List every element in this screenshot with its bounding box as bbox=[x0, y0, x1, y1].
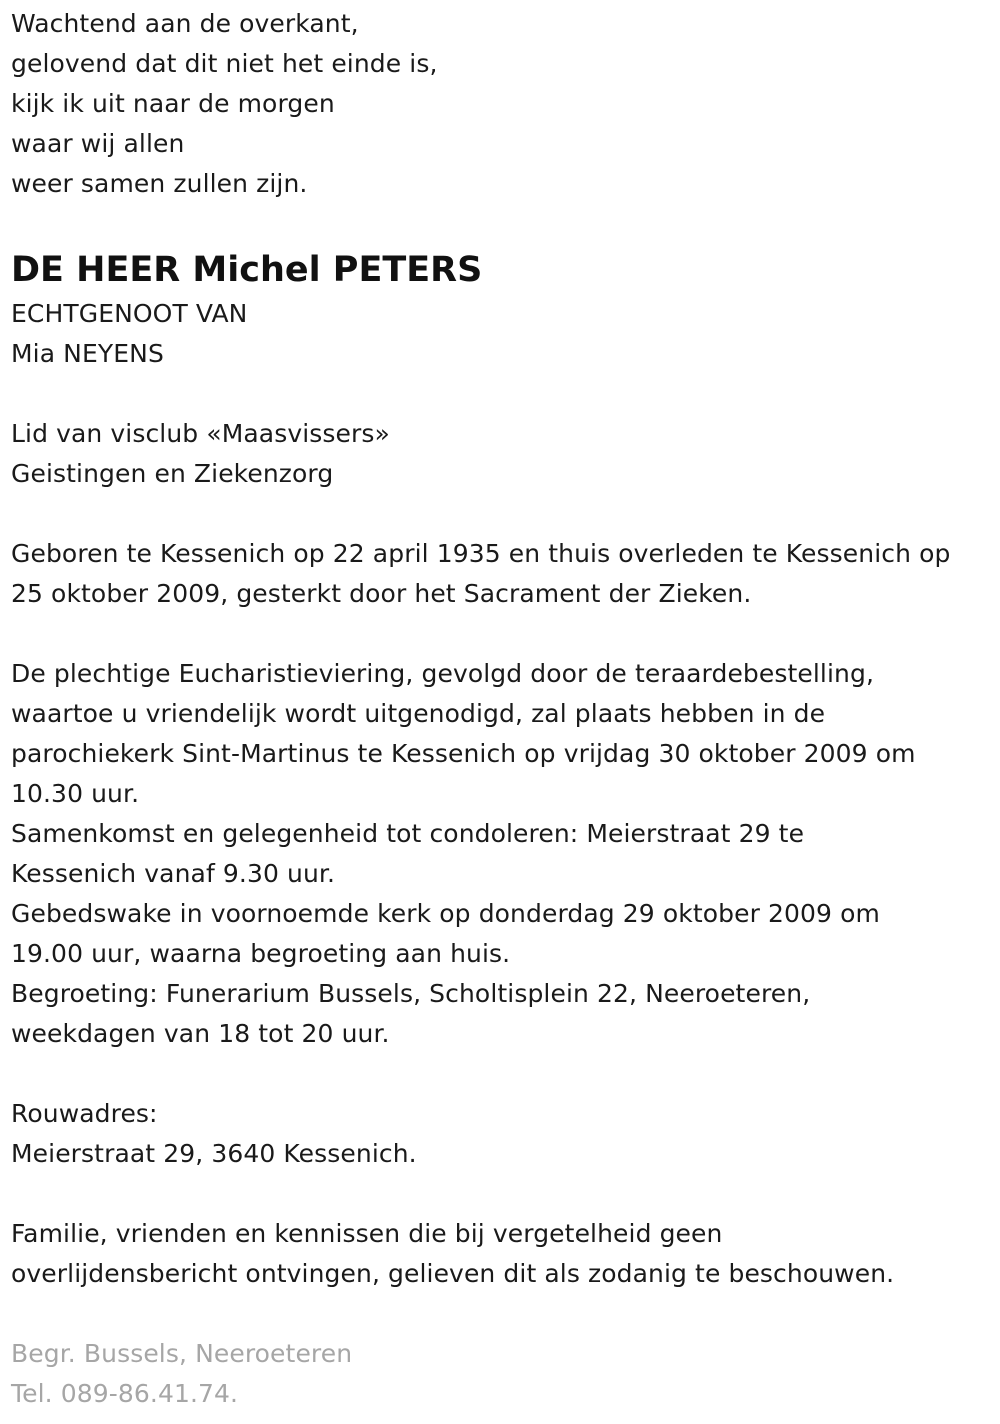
memberships bbox=[11, 414, 996, 494]
obituary-notice bbox=[11, 4, 996, 1414]
address-label: Rouwadres: bbox=[11, 1099, 158, 1128]
undertaker-phone: Tel. 089-86.41.74. bbox=[11, 1379, 239, 1408]
address-value: Meierstraat 29, 3640 Kessenich. bbox=[11, 1139, 417, 1168]
ceremony-paragraph bbox=[11, 654, 996, 1054]
paragraph-line: 10.30 uur. bbox=[11, 779, 140, 808]
paragraph-line: 25 oktober 2009, gesterkt door het Sacrament der Zieken. bbox=[11, 579, 752, 608]
poem-line: weer samen zullen zijn. bbox=[11, 169, 308, 198]
paragraph-line: waartoe u vriendelijk wordt uitgenodigd, zal plaats hebben in de bbox=[11, 699, 826, 728]
paragraph-line: weekdagen van 18 tot 20 uur. bbox=[11, 1019, 390, 1048]
poem bbox=[11, 4, 996, 204]
paragraph-line: Familie, vrienden en kennissen die bij vergetelheid geen bbox=[11, 1219, 723, 1248]
paragraph-line: Begroeting: Funerarium Bussels, Scholtisplein 22, Neeroeteren, bbox=[11, 979, 811, 1008]
paragraph-line: Gebedswake in voornoemde kerk op donderdag 29 oktober 2009 om bbox=[11, 899, 880, 928]
paragraph-line: parochiekerk Sint-Martinus te Kessenich op vrijdag 30 oktober 2009 om bbox=[11, 739, 916, 768]
birth-death-paragraph bbox=[11, 534, 996, 614]
paragraph-line: Kessenich vanaf 9.30 uur. bbox=[11, 859, 336, 888]
paragraph-line: Geboren te Kessenich op 22 april 1935 en thuis overleden te Kessenich op bbox=[11, 539, 951, 568]
poem-line: gelovend dat dit niet het einde is, bbox=[11, 49, 438, 78]
deceased-name-title: DE HEER Michel PETERS bbox=[11, 250, 483, 290]
paragraph-line: overlijdensbericht ontvingen, gelieven dit als zodanig te beschouwen. bbox=[11, 1259, 895, 1288]
mourning-address bbox=[11, 1094, 996, 1174]
poem-line: waar wij allen bbox=[11, 129, 185, 158]
paragraph-line: De plechtige Eucharistieviering, gevolgd door de teraardebestelling, bbox=[11, 659, 874, 688]
notice-paragraph bbox=[11, 1214, 996, 1294]
poem-line: kijk ik uit naar de morgen bbox=[11, 89, 335, 118]
membership-line: Lid van visclub «Maasvissers» bbox=[11, 419, 390, 448]
poem-line: Wachtend aan de overkant, bbox=[11, 9, 359, 38]
membership-line: Geistingen en Ziekenzorg bbox=[11, 459, 334, 488]
paragraph-line: 19.00 uur, waarna begroeting aan huis. bbox=[11, 939, 511, 968]
spouse-name: Mia NEYENS bbox=[11, 339, 164, 368]
undertaker-name: Begr. Bussels, Neeroeteren bbox=[11, 1339, 353, 1368]
spouse-label: ECHTGENOOT VAN bbox=[11, 299, 248, 328]
paragraph-line: Samenkomst en gelegenheid tot condoleren: Meierstraat 29 te bbox=[11, 819, 805, 848]
undertaker-footer bbox=[11, 1334, 996, 1414]
